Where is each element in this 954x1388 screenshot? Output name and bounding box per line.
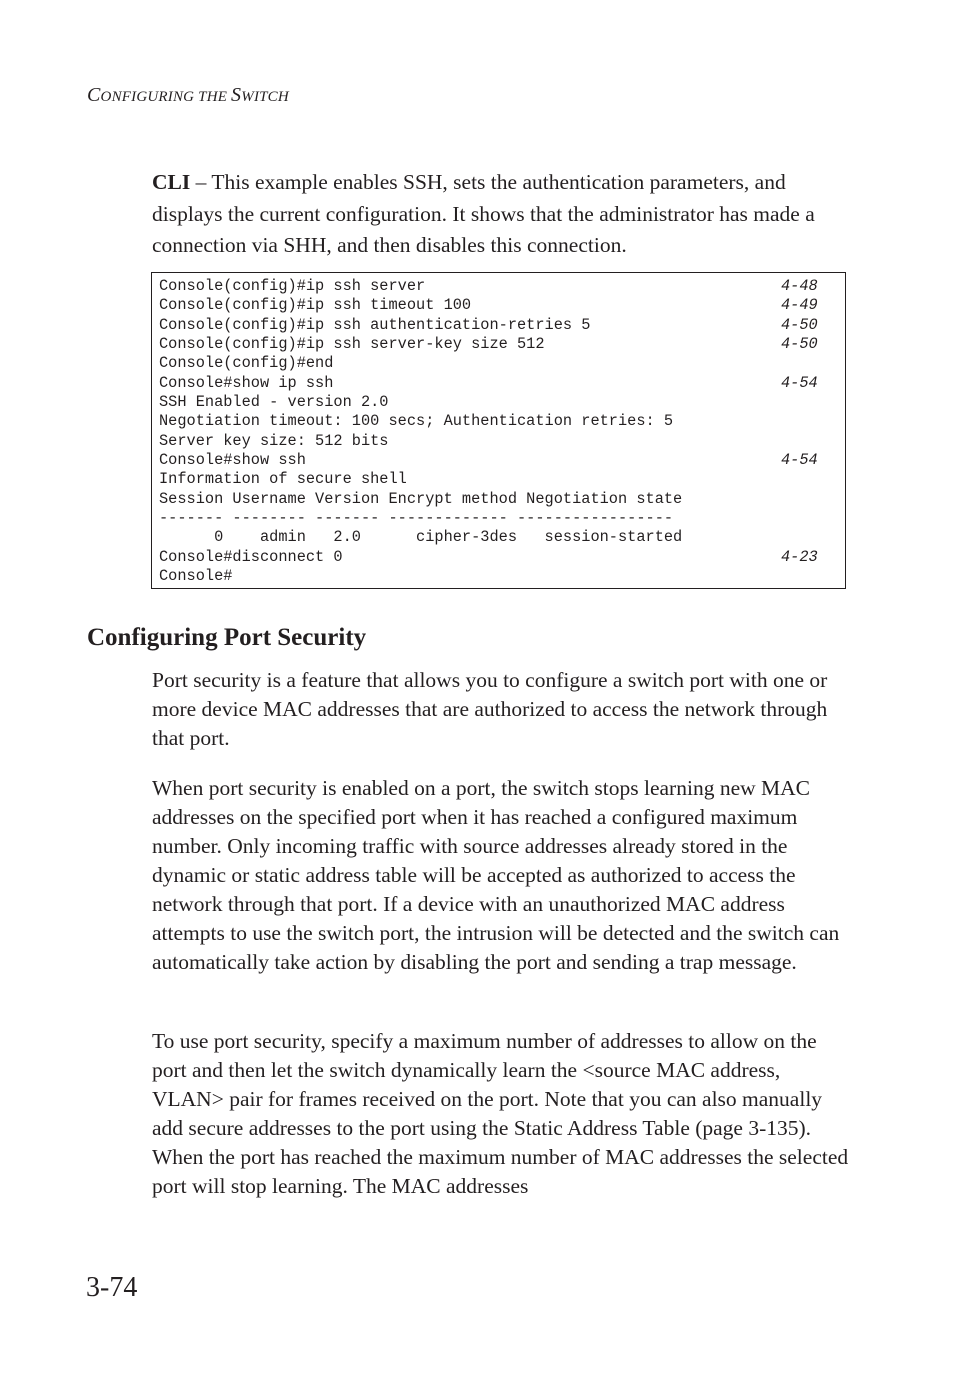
code-line — [159, 393, 845, 412]
intro-text: – This example enables SSH, sets the authentication parameters, and displays the current configuration. It shows that the administrator has made a connection via SHH, and then disables this connection. — [152, 170, 815, 257]
page-number: 3-74 — [86, 1272, 138, 1303]
code-command: Session Username Version Encrypt method Negotiation state — [159, 489, 683, 508]
code-command: Console# — [159, 567, 233, 586]
code-command: Console(config)#ip ssh server-key size 512 — [159, 335, 545, 354]
intro-paragraph — [152, 167, 852, 262]
code-line — [159, 412, 845, 431]
code-line — [159, 354, 845, 373]
code-page-reference: 4-23 — [781, 547, 818, 566]
code-command: Console#show ssh — [159, 451, 306, 470]
code-line — [159, 528, 845, 547]
cli-example-code-box — [151, 272, 846, 589]
code-line — [159, 296, 845, 315]
paragraph-1: Port security is a feature that allows you to configure a switch port with one or more device MAC addresses that are authorized to access the network through that port. — [152, 668, 828, 750]
code-command: Server key size: 512 bits — [159, 431, 389, 450]
section-title: Configuring Port Security — [87, 624, 367, 651]
code-line — [159, 567, 845, 586]
code-line — [159, 490, 845, 509]
code-command: Console(config)#ip ssh timeout 100 — [159, 296, 472, 315]
code-command: Console(config)#ip ssh authentication-retries 5 — [159, 315, 591, 334]
paragraph-3: To use port security, specify a maximum number of addresses to allow on the port and then let the switch dynamically learn the <source MAC address, VLAN> pair for frames received on the port. Note that you can also manually add secure addresses to the port using the Static Address Table (page 3-135). When the port has reached the maximum number of MAC addresses the selected port will stop learning. The MAC addresses — [152, 1029, 849, 1198]
code-command: SSH Enabled - version 2.0 — [159, 393, 389, 412]
code-command: Information of secure shell — [159, 470, 407, 489]
running-head: CONFIGURING THE SWITCH — [87, 84, 289, 106]
code-page-reference: 4-50 — [781, 315, 818, 334]
code-command: Console(config)#end — [159, 354, 334, 373]
code-page-reference: 4-54 — [781, 373, 818, 392]
code-line — [159, 277, 845, 296]
code-page-reference: 4-49 — [781, 296, 818, 315]
code-command: Console(config)#ip ssh server — [159, 277, 426, 295]
code-command: Console#disconnect 0 — [159, 547, 343, 566]
code-line — [159, 374, 845, 393]
code-line — [159, 470, 845, 489]
code-command: ------- -------- ------- ------------- ----------------- — [159, 509, 674, 528]
cli-label: CLI — [152, 170, 191, 194]
code-line — [159, 316, 845, 335]
code-page-reference: 4-54 — [781, 451, 818, 470]
code-command: Console#show ip ssh — [159, 373, 334, 392]
code-command: 0 admin 2.0 cipher-3des session-started — [159, 528, 683, 547]
code-line — [159, 509, 845, 528]
code-line — [159, 548, 845, 567]
code-page-reference: 4-48 — [781, 277, 818, 295]
code-line — [159, 432, 845, 451]
paragraph-2: When port security is enabled on a port, the switch stops learning new MAC addresses on the specified port when it has reached a configured maximum number. Only incoming traffic with source addresses already stored in the dynamic or static address table will be accepted as authorized to access the network through that port. If a device with an unauthorized MAC address attempts to use the switch port, the intrusion will be detected and the switch can automatically take action by disabling the port and sending a trap message. — [152, 776, 840, 974]
code-line — [159, 335, 845, 354]
code-command: Negotiation timeout: 100 secs; Authentication retries: 5 — [159, 412, 674, 431]
code-line — [159, 451, 845, 470]
code-page-reference: 4-50 — [781, 335, 818, 354]
